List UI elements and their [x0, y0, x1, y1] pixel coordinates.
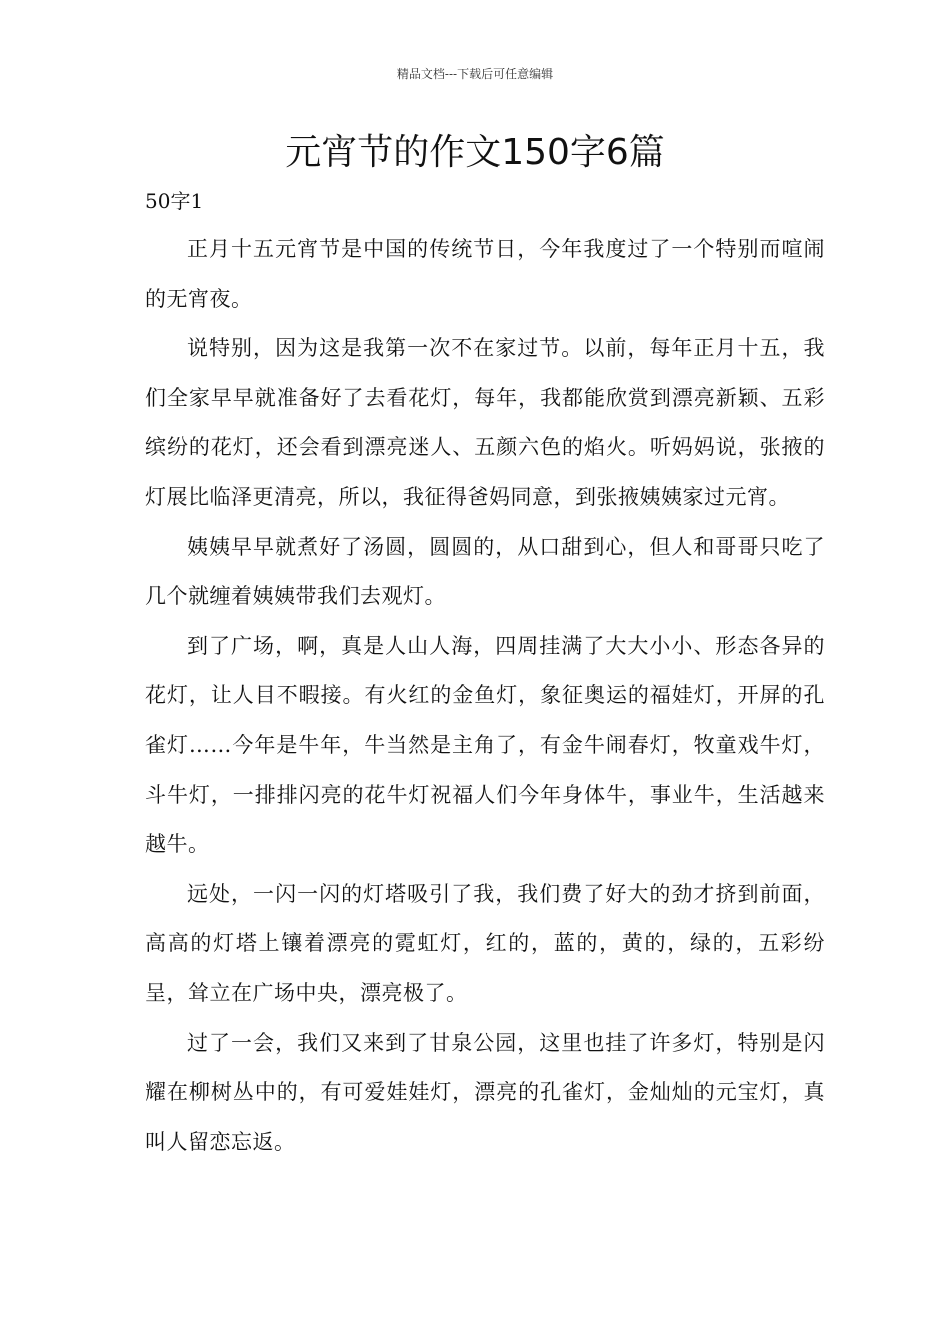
paragraph: 姨姨早早就煮好了汤圆，圆圆的，从口甜到心，但人和哥哥只吃了几个就缠着姨姨带我们去观灯。: [145, 534, 825, 609]
paragraph: 正月十五元宵节是中国的传统节日，今年我度过了一个特别而喧闹的无宵夜。: [145, 237, 825, 311]
paragraph: 到了广场，啊，真是人山人海，四周挂满了大大小小、形态各异的花灯，让人目不暇接。有火红的金鱼灯，象征奥运的福娃灯，开屏的孔雀灯……今年是牛年，牛当然是主角了，有金牛闹春灯，牧童戏牛灯，斗牛灯，一排排闪亮的花牛灯祝福人们今年身体牛，事业牛，生活越来越牛。: [145, 633, 825, 857]
paragraph: 远处，一闪一闪的灯塔吸引了我，我们费了好大的劲才挤到前面，高高的灯塔上镶着漂亮的霓虹灯，红的，蓝的，黄的，绿的，五彩纷呈，耸立在广场中央，漂亮极了。: [145, 881, 825, 1005]
paragraph: 说特别，因为这是我第一次不在家过节。以前，每年正月十五，我们全家早早就准备好了去看花灯，每年，我都能欣赏到漂亮新颖、五彩缤纷的花灯，还会看到漂亮迷人、五颜六色的焰火。听妈妈说，张掖的灯展比临泽更清亮，所以，我征得爸妈同意，到张掖姨姨家过元宵。: [145, 336, 825, 509]
section-subheading: 50字1: [145, 189, 204, 213]
document-body: [145, 225, 825, 1167]
document-title: 元宵节的作文150字6篇: [285, 132, 665, 173]
paragraph: 过了一会，我们又来到了甘泉公园，这里也挂了许多灯，特别是闪耀在柳树丛中的，有可爱娃娃灯，漂亮的孔雀灯，金灿灿的元宝灯，真叫人留恋忘返。: [145, 1030, 825, 1154]
page-header: 精品文档---下载后可任意编辑: [396, 67, 554, 81]
